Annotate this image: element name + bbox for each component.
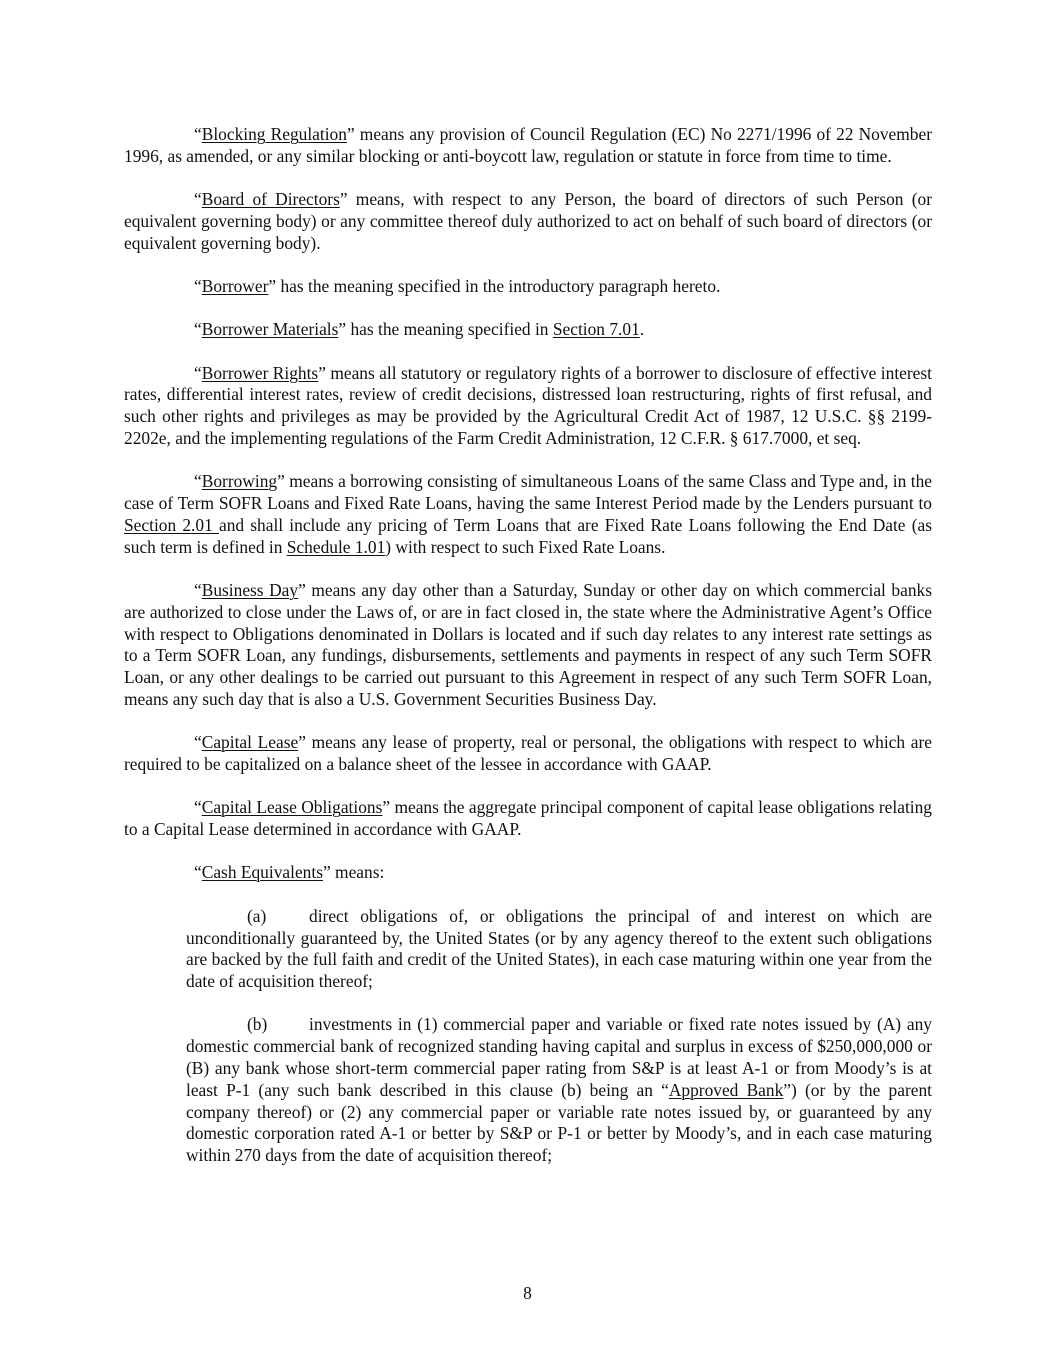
definition-text: means the aggregate principal component of capital lease obligations relating to a Capital Lease determined in accordance with GAAP. bbox=[124, 797, 932, 840]
defined-term: Borrowing bbox=[201, 471, 278, 492]
defined-term: Borrower Materials bbox=[201, 319, 339, 340]
definition-borrowing: “Borrowing” means a borrowing consisting of simultaneous Loans of the same Class and Type and, in the case of Term SOFR Loans and Fixed Rate Loans, having the same Interest Period made by the Lenders pursuant to Section 2.01 and shall include any pricing of Term Loans that are Fixed Rate Loans following the End Date (as such term is defined in Schedule 1.01) with respect to such Fixed Rate Loans. bbox=[124, 471, 932, 557]
definition-cash-equivalents: “Cash Equivalents” means: bbox=[194, 862, 385, 883]
clause-text: direct obligations of, or obligations the principal of and interest on which are unconditionally guaranteed by, the United States (or by any agency thereof to the extent such obligations are backed by the full faith and credit of the United States), in each case maturing within one year from the date of acquisition thereof; bbox=[186, 905, 932, 992]
clause-marker: (a) bbox=[247, 905, 267, 926]
section-reference: Section 7.01 bbox=[552, 319, 640, 340]
definition-text: means any day other than a Saturday, Sunday or other day on which commercial banks are authorized to close under the Laws of, or are in fact closed in, the state where the Administrative Agent’s Office with respect to Obligations denominated in Dollars is located and if such day relates to any interest rate settings as to a Term SOFR Loan, any fundings, disbursements, settlements and payments in respect of any such Term SOFR Loan, or any other dealings to be carried out pursuant to this Agreement in respect of any such Term SOFR Loan, means any such day that is also a U.S. Government Securities Business Day. bbox=[124, 579, 932, 709]
clause-a bbox=[186, 906, 932, 993]
definition-text: means all statutory or regulatory rights of a borrower to disclosure of effective interest rates, differential interest rates, review of credit decisions, distressed loan restructuring, rights of first refusal, and such other rights and privileges as may be provided by the Agricultural Credit Act of 1987, 12 U.S.C. §§ 2199-2202e, and the implementing regulations of the Farm Credit Administration, 12 C.F.R. § 617.7000, et seq. bbox=[124, 362, 932, 448]
definition-text: has the meaning specified in the introductory paragraph hereto. bbox=[276, 275, 721, 296]
definition-business-day: “Business Day” means any day other than a Saturday, Sunday or other day on which commercial banks are authorized to close under the Laws of, or are in fact closed in, the state where the Administrative Agent’s Office with respect to Obligations denominated in Dollars is located and if such day relates to any interest rate settings as to a Term SOFR Loan, any fundings, disbursements, settlements and payments in respect of any such Term SOFR Loan, or any other dealings to be carried out pursuant to this Agreement in respect of any such Term SOFR Loan, means any such day that is also a U.S. Government Securities Business Day. bbox=[124, 579, 932, 709]
defined-term: Board of Directors bbox=[201, 189, 340, 210]
defined-term: Approved Bank bbox=[668, 1079, 784, 1100]
definition-text: means, with respect to any Person, the board of directors of such Person (or equivalent governing body) or any committee thereof duly authorized to act on behalf of such board of directors (or equivalent governing body). bbox=[124, 189, 932, 253]
document-page bbox=[124, 124, 932, 1188]
definition-blocking-regulation: “Blocking Regulation” means any provision of Council Regulation (EC) No 2271/1996 of 22 November 1996, as amended, or any similar blocking or anti-boycott law, regulation or statute in force from time to time. bbox=[124, 124, 932, 166]
definition-board-of-directors: “Board of Directors” means, with respect to any Person, the board of directors of such Person (or equivalent governing body) or any committee thereof duly authorized to act on behalf of such board of directors (or equivalent governing body). bbox=[124, 189, 932, 253]
definition-borrower: “Borrower” has the meaning specified in the introductory paragraph hereto. bbox=[194, 275, 721, 296]
defined-term: Borrower bbox=[201, 275, 269, 296]
definition-capital-lease: “Capital Lease” means any lease of property, real or personal, the obligations with respect to which are required to be capitalized on a balance sheet of the lessee in accordance with GAAP. bbox=[124, 732, 932, 775]
clause-marker: (b) bbox=[247, 1014, 268, 1035]
definition-borrower-rights: “Borrower Rights” means all statutory or regulatory rights of a borrower to disclosure of effective interest rates, differential interest rates, review of credit decisions, distressed loan restructuring, rights of first refusal, and such other rights and privileges as may be provided by the Agricultural Credit Act of 1987, 12 U.S.C. §§ 2199-2202e, and the implementing regulations of the Farm Credit Administration, 12 C.F.R. § 617.7000, et seq. bbox=[124, 362, 932, 448]
clause-text: investments in (1) commercial paper and variable or fixed rate notes issued by (A) any domestic commercial bank of recognized standing having capital and surplus in excess of $250,000,000 or (B) any bank whose short-term commercial paper rating from S&P is at least A-1 or from Moody’s is at least P-1 (any such bank described in this clause (b) being an “ bbox=[186, 1014, 932, 1100]
clause-b: (b) investments in (1) commercial paper and variable or fixed rate notes issued by (A) any domestic commercial bank of recognized standing having capital and surplus in excess of $250,000,000 or (B) any bank whose short-term commercial paper rating from S&P is at least A-1 or from Moody’s is at least P-1 (any such bank described in this clause (b) being an “Approved Bank”) (or by the parent company thereof) or (2) any commercial paper or variable rate notes issued by, or guaranteed by any domestic corporation rated A-1 or better by S&P or P-1 or better by Moody’s, and in each case maturing within 270 days from the date of acquisition thereof; bbox=[186, 1014, 932, 1166]
page-number: 8 bbox=[523, 1283, 532, 1303]
definition-text: means any provision of Council Regulation (EC) No 2271/1996 of 22 November 1996, as amended, or any similar blocking or anti-boycott law, regulation or statute in force from time to time. bbox=[124, 124, 932, 166]
definition-text: means any lease of property, real or personal, the obligations with respect to which are required to be capitalized on a balance sheet of the lessee in accordance with GAAP. bbox=[124, 732, 932, 775]
defined-term: Blocking Regulation bbox=[201, 124, 347, 144]
defined-term: Borrower Rights bbox=[201, 362, 319, 383]
definition-capital-lease-obligations: “Capital Lease Obligations” means the aggregate principal component of capital lease obligations relating to a Capital Lease determined in accordance with GAAP. bbox=[124, 797, 932, 840]
definition-borrower-materials: “Borrower Materials” has the meaning specified in Section 7.01. bbox=[194, 319, 645, 340]
definition-text: has the meaning specified in bbox=[346, 319, 553, 340]
defined-term: Business Day bbox=[201, 579, 299, 600]
defined-term: Cash Equivalents bbox=[201, 862, 323, 883]
definition-text: means: bbox=[330, 862, 385, 883]
defined-term: Capital Lease bbox=[201, 732, 299, 753]
definition-text: means a borrowing consisting of simultaneous Loans of the same Class and Type and, in the case of Term SOFR Loans and Fixed Rate Loans, having the same Interest Period made by the Lenders pursuant to bbox=[124, 471, 932, 514]
section-reference: Section 2.01 bbox=[124, 514, 219, 535]
defined-term: Capital Lease Obligations bbox=[201, 797, 383, 818]
schedule-reference: Schedule 1.01 bbox=[286, 536, 386, 557]
